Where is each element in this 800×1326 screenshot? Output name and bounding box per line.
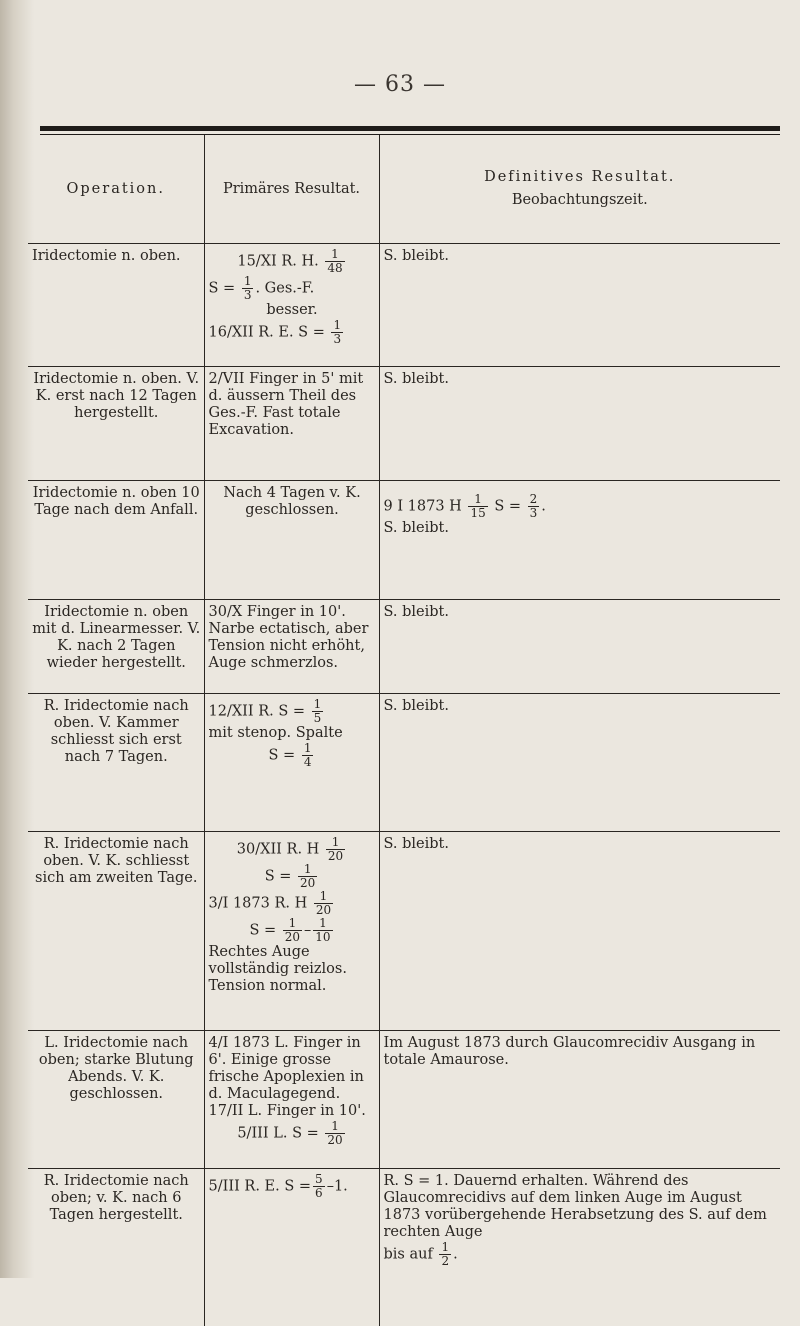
cell-operation: Iridectomie n. oben. V. K. erst nach 12 Tagen hergestellt. bbox=[28, 367, 204, 481]
cell-definitive: S. bleibt. bbox=[379, 600, 780, 694]
cell-definitive: 9 I 1873 H $\frac{1}{15}$ S = $\frac{2}{3}$ . S. bleibt. bbox=[379, 481, 780, 600]
cell-operation: Iridectomie n. oben. bbox=[28, 244, 204, 367]
cell-definitive: Im August 1873 durch Glaucomrecidiv Ausgang in totale Amaurose. bbox=[379, 1031, 780, 1169]
cell-primary: 30/X Finger in 10'. Narbe ectatisch, aber Tension nicht erhöht, Auge schmerzlos. bbox=[204, 600, 379, 694]
table-header-row bbox=[28, 135, 780, 244]
table-row bbox=[28, 1169, 780, 1326]
cell-operation: R. Iridectomie nach oben; v. K. nach 6 Tagen hergestellt. bbox=[28, 1169, 204, 1326]
table-row bbox=[28, 481, 780, 600]
table-row bbox=[28, 367, 780, 481]
header-definitive: Definitives Resultat. Beobachtungszeit. bbox=[379, 135, 780, 244]
cell-primary: 5/III R. E. S = $\frac{5}{6}$ –1. bbox=[204, 1169, 379, 1326]
cell-definitive: S. bleibt. bbox=[379, 694, 780, 832]
header-rule-thick bbox=[40, 126, 780, 131]
cell-definitive: S. bleibt. bbox=[379, 367, 780, 481]
cell-primary: 30/XII R. H $\frac{1}{20}$ S = $\frac{1}{20}$ 3/I 1873 R. H $\frac{1}{20}$ S = $\frac{1}{20}$ – $\frac{1}{10}$ Rechtes Auge vollständig reizlos. Tension normal. bbox=[204, 832, 379, 1031]
cell-definitive: R. S = 1. Dauernd erhalten. Während des Glaucomrecidivs auf dem linken Auge im August 1873 vorübergehende Herabsetzung des S. auf dem rechten Auge bis auf $\frac{1}{2}$ . bbox=[379, 1169, 780, 1326]
table-row bbox=[28, 1031, 780, 1169]
cell-operation: R. Iridectomie nach oben. V. K. schliesst sich am zweiten Tage. bbox=[28, 832, 204, 1031]
table-row bbox=[28, 244, 780, 367]
cell-primary: 12/XII R. S = $\frac{1}{5}$ mit stenop. Spalte S = $\frac{1}{4}$ bbox=[204, 694, 379, 832]
header-primary: Primäres Resultat. bbox=[204, 135, 379, 244]
cell-operation: R. Iridectomie nach oben. V. Kammer schliesst sich erst nach 7 Tagen. bbox=[28, 694, 204, 832]
table-row bbox=[28, 694, 780, 832]
operations-table bbox=[28, 135, 780, 1326]
cell-definitive: S. bleibt. bbox=[379, 832, 780, 1031]
cell-operation: Iridectomie n. oben mit d. Linearmesser. V. K. nach 2 Tagen wieder hergestellt. bbox=[28, 600, 204, 694]
table-row bbox=[28, 832, 780, 1031]
cell-operation: Iridectomie n. oben 10 Tage nach dem Anfall. bbox=[28, 481, 204, 600]
cell-definitive: S. bleibt. bbox=[379, 244, 780, 367]
cell-primary: 15/XI R. H. $\frac{1}{48}$ S = $\frac{1}{3}$ . Ges.-F. besser. 16/XII R. E. S = $\frac{1}{3}$ bbox=[204, 244, 379, 367]
cell-primary: 4/I 1873 L. Finger in 6'. Einige grosse frische Apoplexien in d. Maculagegend. 17/II L. Finger in 10'. 5/III L. S = $\frac{1}{20}$ bbox=[204, 1031, 379, 1169]
cell-primary: 2/VII Finger in 5' mit d. äussern Theil des Ges.-F. Fast totale Excavation. bbox=[204, 367, 379, 481]
page-number: — 63 — bbox=[0, 72, 800, 97]
cell-primary: Nach 4 Tagen v. K. geschlossen. bbox=[204, 481, 379, 600]
table-row bbox=[28, 600, 780, 694]
cell-operation: L. Iridectomie nach oben; starke Blutung Abends. V. K. geschlossen. bbox=[28, 1031, 204, 1169]
header-operation: Operation. bbox=[28, 135, 204, 244]
